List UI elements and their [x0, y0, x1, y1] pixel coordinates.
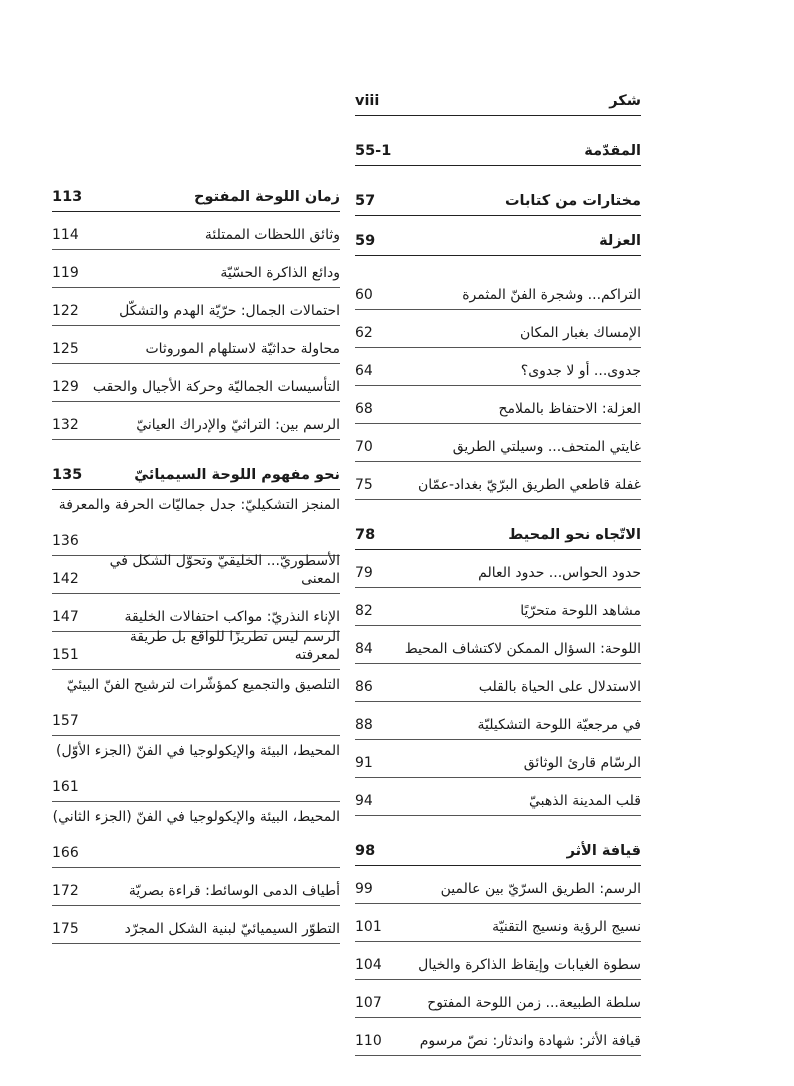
toc-heading	[355, 184, 641, 216]
toc-entry-title: التأسيسات الجماليّة وحركة الأجيال والحقب	[92, 379, 340, 395]
toc-entry-title: الرسم بين: التراثيّ والإدراك العيانيّ	[136, 417, 340, 433]
toc-entry-title: سلطة الطبيعة... زمن اللوحة المفتوح	[427, 995, 641, 1011]
toc-entry[interactable]	[355, 746, 641, 778]
toc-heading	[355, 224, 641, 256]
toc-entry[interactable]	[52, 370, 340, 402]
toc-entry-page: 94	[355, 793, 373, 809]
toc-entry-page: 68	[355, 401, 373, 417]
toc-entry-page: 101	[355, 919, 382, 935]
toc-entry-title: المحيط، البيئة والإيكولوجيا في الفنّ (الجزء الثاني)	[52, 809, 340, 825]
toc-heading-page: 78	[355, 527, 376, 543]
toc-entry-page: 88	[355, 717, 373, 733]
toc-entry-title: مشاهد اللوحة متحرّيًا	[520, 603, 641, 619]
toc-entry[interactable]	[355, 784, 641, 816]
toc-heading	[52, 180, 340, 212]
toc-heading-page: 135	[52, 467, 83, 483]
toc-entry-title: جدوى... أو لا جدوى؟	[520, 363, 641, 379]
toc-entry-title: الأسطوريّ... الخليقيّ وتحوّل الشكل في المعنى	[109, 553, 340, 587]
toc-entry[interactable]	[355, 910, 641, 942]
toc-entry-title: غايتي المتحف... وسيلتي الطريق	[452, 439, 641, 455]
toc-entry-title: التراكم... وشجرة الفنّ المثمرة	[462, 287, 641, 303]
toc-entry-title: التلصيق والتجميع كمؤشّرات لترشيح الفنّ البيئيّ	[66, 677, 340, 693]
toc-entry-page: 125	[52, 341, 79, 357]
toc-heading	[355, 88, 641, 116]
toc-entry-page: 84	[355, 641, 373, 657]
toc-entry[interactable]	[355, 986, 641, 1018]
toc-entry-title: أطياف الدمى الوسائط: قراءة بصريّة	[128, 883, 340, 899]
toc-heading-title: شكر	[609, 93, 641, 109]
toc-entry[interactable]	[52, 332, 340, 364]
toc-entry-page: 86	[355, 679, 373, 695]
toc-entry[interactable]	[52, 742, 340, 802]
toc-entry-page: 172	[52, 883, 79, 899]
toc-entry-page: 122	[52, 303, 79, 319]
toc-entry[interactable]	[355, 670, 641, 702]
toc-entry-title: غفلة قاطعي الطريق البرّيّ بغداد-عمّان	[417, 477, 641, 493]
toc-entry[interactable]	[52, 874, 340, 906]
toc-entry-page: 75	[355, 477, 373, 493]
toc-entry-title: المنجز التشكيليّ: جدل جماليّات الحرفة والمعرفة	[58, 497, 340, 513]
toc-entry-page: 119	[52, 265, 79, 281]
toc-entry-title: سطوة الغيابات وإيقاظ الذاكرة والخيال	[418, 957, 641, 973]
toc-heading-title: الاتّجاه نحو المحيط	[508, 527, 641, 543]
toc-heading-title: المقدّمة	[584, 143, 641, 159]
toc-entry[interactable]	[52, 912, 340, 944]
toc-entry[interactable]	[355, 948, 641, 980]
toc-entry-page: 132	[52, 417, 79, 433]
toc-entry-page: 104	[355, 957, 382, 973]
toc-entry-title: الرسم: الطريق السرّيّ بين عالمين	[440, 881, 641, 897]
toc-heading-page: 57	[355, 193, 376, 209]
toc-heading-title: العزلة	[599, 233, 641, 249]
toc-entry[interactable]	[355, 278, 641, 310]
toc-entry-title: ودائع الذاكرة الحسّيّة	[220, 265, 340, 281]
toc-entry-title: الرسّام قارئ الوثائق	[523, 755, 641, 771]
toc-entry-title: الرسم ليس تطريزًا للواقع بل طريقة لمعرفته	[129, 629, 340, 663]
toc-entry-page: 82	[355, 603, 373, 619]
toc-entry[interactable]	[355, 708, 641, 740]
toc-entry[interactable]	[52, 553, 340, 594]
toc-entry[interactable]	[355, 632, 641, 664]
toc-entry[interactable]	[52, 294, 340, 326]
toc-entry-title: الإناء النذريّ: مواكب احتفالات الخليقة	[124, 609, 340, 625]
toc-entry-page: 161	[52, 779, 79, 795]
toc-heading-page: 59	[355, 233, 376, 249]
toc-entry[interactable]	[355, 872, 641, 904]
toc-entry-page: 60	[355, 287, 373, 303]
toc-entry[interactable]	[52, 496, 340, 556]
toc-entry[interactable]	[52, 408, 340, 440]
toc-entry[interactable]	[355, 594, 641, 626]
toc-entry[interactable]	[52, 256, 340, 288]
toc-heading-page: 55-1	[355, 143, 392, 159]
toc-heading	[52, 458, 340, 490]
toc-entry-page: 166	[52, 845, 79, 861]
toc-entry-page: 70	[355, 439, 373, 455]
toc-entry-page: 147	[52, 609, 79, 625]
toc-right-column	[355, 88, 641, 1056]
toc-entry-title: الاستدلال على الحياة بالقلب	[478, 679, 641, 695]
toc-heading-title: نحو مفهوم اللوحة السيميائيّ	[134, 467, 340, 483]
toc-heading-page: 113	[52, 189, 83, 205]
toc-entry[interactable]	[355, 354, 641, 386]
toc-entry-title: المحيط، البيئة والإيكولوجيا في الفنّ (الجزء الأوّل)	[56, 743, 340, 759]
toc-entry-page: 175	[52, 921, 79, 937]
toc-entry[interactable]	[52, 676, 340, 736]
toc-left-column	[52, 180, 340, 944]
toc-entry-title: نسيج الرؤية ونسيج التقنيّة	[492, 919, 641, 935]
toc-entry-title: وثائق اللحظات الممتلئة	[204, 227, 340, 243]
toc-entry-page: 136	[52, 533, 79, 549]
toc-entry-title: العزلة: الاحتفاظ بالملامح	[498, 401, 641, 417]
toc-entry-page: 62	[355, 325, 373, 341]
toc-entry-title: التطوّر السيميائيّ لبنية الشكل المجرّد	[124, 921, 340, 937]
toc-heading-page: 98	[355, 843, 376, 859]
toc-entry-page: 91	[355, 755, 373, 771]
toc-heading	[355, 518, 641, 550]
toc-entry-page: 142	[52, 571, 79, 587]
toc-entry-title: حدود الحواس... حدود العالم	[478, 565, 641, 581]
toc-entry[interactable]	[52, 808, 340, 868]
toc-entry-page: 107	[355, 995, 382, 1011]
toc-entry[interactable]	[355, 392, 641, 424]
toc-heading	[355, 834, 641, 866]
toc-entry[interactable]	[355, 316, 641, 348]
toc-heading-title: مختارات من كتابات	[504, 193, 641, 209]
toc-entry[interactable]	[355, 556, 641, 588]
toc-entry-title: قلب المدينة الذهبيّ	[529, 793, 641, 809]
toc-entry-title: احتمالات الجمال: حرّيّة الهدم والتشكّل	[119, 303, 340, 319]
toc-entry-page: 151	[52, 647, 79, 663]
toc-entry-title: محاولة حداثيّة لاستلهام الموروثات	[145, 341, 340, 357]
toc-heading	[355, 134, 641, 166]
toc-heading-title: زمان اللوحة المفتوح	[194, 189, 340, 205]
toc-entry[interactable]	[355, 1024, 641, 1056]
toc-entry-page: 114	[52, 227, 79, 243]
toc-entry-title: قيافة الأثر: شهادة واندثار: نصّ مرسوم	[419, 1033, 641, 1049]
toc-entry-title: في مرجعيّة اللوحة التشكيليّة	[477, 717, 641, 733]
toc-entry-page: 79	[355, 565, 373, 581]
toc-entry[interactable]	[52, 629, 340, 670]
toc-heading-page: viii	[355, 93, 380, 109]
toc-entry-page: 129	[52, 379, 79, 395]
toc-entry-title: اللوحة: السؤال الممكن لاكتشاف المحيط	[404, 641, 641, 657]
toc-entry[interactable]	[355, 468, 641, 500]
toc-entry[interactable]	[355, 430, 641, 462]
toc-heading-title: قيافة الأثر	[566, 843, 641, 859]
toc-entry-title: الإمساك بغبار المكان	[520, 325, 641, 341]
toc-entry-page: 99	[355, 881, 373, 897]
toc-entry-page: 110	[355, 1033, 382, 1049]
toc-entry-page: 64	[355, 363, 373, 379]
toc-entry-page: 157	[52, 713, 79, 729]
toc-entry[interactable]	[52, 218, 340, 250]
